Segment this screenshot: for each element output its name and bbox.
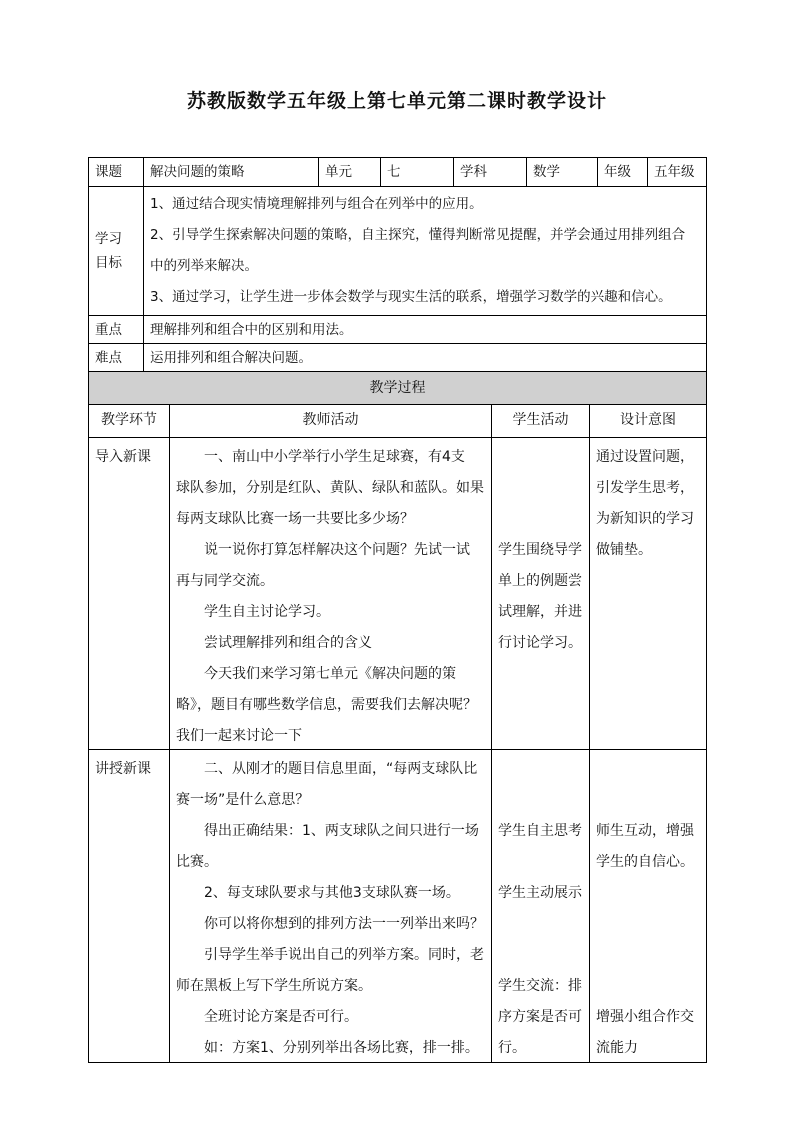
intent-line: 引发学生思考， — [596, 480, 694, 496]
grade-value: 五年级 — [648, 158, 707, 186]
teacher-line: 再与同学交流。 — [176, 573, 274, 589]
intent-line: 流能力 — [596, 1040, 638, 1056]
column-header-intent: 设计意图 — [590, 405, 707, 437]
difficulty-value: 运用排列和组合解决问题。 — [144, 344, 707, 371]
intent-line — [596, 878, 700, 909]
student-line — [498, 442, 583, 473]
intent-line — [596, 909, 700, 940]
teacher-line: 一、南山中小学举行小学生足球赛，有4支 — [204, 449, 465, 465]
process-header: 教学过程 — [89, 372, 707, 404]
intent-line: 师生互动，增强 — [596, 823, 694, 839]
section-row-teaching — [89, 750, 707, 1063]
info-row — [89, 158, 707, 187]
teacher-line: 二、从刚才的题目信息里面，“每两支球队比 — [204, 761, 478, 777]
column-header-teacher: 教师活动 — [170, 405, 492, 437]
intent-line: 为新知识的学习 — [596, 511, 694, 527]
student-line — [498, 473, 583, 504]
student-line: 序方案是否可 — [498, 1009, 582, 1025]
student-line: 单上的例题尝 — [498, 573, 582, 589]
topic-value: 解决问题的策略 — [144, 158, 319, 186]
student-line: 学生交流：排 — [498, 978, 582, 994]
intent-line — [596, 754, 700, 785]
process-header-row — [89, 372, 707, 405]
teacher-line: 你可以将你想到的排列方法一一列举出来吗？ — [204, 916, 484, 932]
teacher-line: 略》，题目有哪些数学信息，需要我们去解决呢？ — [176, 697, 477, 713]
difficulty-row — [89, 344, 707, 372]
key-point-value: 理解排列和组合中的区别和用法。 — [144, 316, 707, 343]
design-intent-cell — [590, 438, 707, 749]
goal-item: 1、通过结合现实情境理解排列与组合在列举中的应用。 — [150, 196, 483, 212]
goal-item: 中的列举来解决。 — [150, 258, 258, 274]
student-line: 行讨论学习。 — [498, 635, 582, 651]
teacher-line: 球队参加，分别是红队、黄队、绿队和蓝队。如果 — [176, 480, 484, 496]
phase-cell — [89, 438, 170, 749]
teacher-line: 全班讨论方案是否可行。 — [204, 1009, 358, 1025]
goals-label: 学习 目标 — [89, 187, 144, 315]
intent-line — [596, 971, 700, 1002]
phase-cell — [89, 750, 170, 1062]
teacher-line: 我们一起来讨论一下 — [176, 728, 302, 744]
subject-value: 数学 — [527, 158, 598, 186]
teacher-line: 尝试理解排列和组合的含义 — [204, 635, 372, 651]
student-line: 学生主动展示 — [498, 885, 582, 901]
student-activity-cell — [492, 438, 590, 749]
student-activity-cell — [492, 750, 590, 1062]
intent-line: 通过设置问题， — [596, 449, 694, 465]
goal-item: 2、引导学生探索解决问题的策略，自主探究，懂得判断常见提醒，并学会通过用排列组合 — [150, 227, 686, 243]
goal-item: 3、通过学习，让学生进一步体会数学与现实生活的联系，增强学习数学的兴趣和信心。 — [150, 289, 672, 305]
teacher-activity-cell — [170, 750, 492, 1062]
teacher-line: 师在黑板上写下学生所说方案。 — [176, 978, 372, 994]
teacher-line: 学生自主讨论学习。 — [204, 604, 330, 620]
teacher-activity-cell — [170, 438, 492, 749]
document-title: 苏教版数学五年级上第七单元第二课时教学设计 — [186, 90, 607, 112]
student-line — [498, 940, 583, 971]
key-point-label: 重点 — [89, 316, 144, 343]
subject-label: 学科 — [454, 158, 527, 186]
teacher-line: 赛一场”是什么意思？ — [176, 792, 310, 808]
unit-label: 单元 — [319, 158, 381, 186]
goals-list — [144, 187, 707, 315]
column-header-student: 学生活动 — [492, 405, 590, 437]
key-point-row — [89, 316, 707, 344]
column-header-row — [89, 405, 707, 438]
student-line: 试理解，并进 — [498, 604, 582, 620]
column-header-phase: 教学环节 — [89, 405, 170, 437]
section-row-intro — [89, 438, 707, 750]
teacher-line: 如：方案1、分别列举出各场比赛，排一排。 — [204, 1040, 479, 1056]
unit-value: 七 — [381, 158, 454, 186]
teacher-line: 今天我们来学习第七单元《解决问题的策 — [204, 666, 456, 682]
student-line: 学生围绕导学 — [498, 542, 582, 558]
design-intent-cell — [590, 750, 707, 1062]
student-line — [498, 909, 583, 940]
intent-line: 学生的自信心。 — [596, 854, 694, 870]
teacher-line: 2、每支球队要求与其他3支球队赛一场。 — [204, 885, 460, 901]
teacher-line: 引导学生举手说出自己的列举方案。同时，老 — [204, 947, 484, 963]
student-line — [498, 504, 583, 535]
student-line: 学生自主思考 — [498, 823, 582, 839]
student-line: 行。 — [498, 1040, 526, 1056]
phase-label: 导入新课 — [95, 449, 151, 465]
topic-label: 课题 — [89, 158, 144, 186]
intent-line — [596, 940, 700, 971]
student-line — [498, 785, 583, 816]
phase-label: 讲授新课 — [95, 761, 151, 777]
goals-row — [89, 187, 707, 316]
difficulty-label: 难点 — [89, 344, 144, 371]
teacher-line: 比赛。 — [176, 854, 218, 870]
teacher-line: 说一说你打算怎样解决这个问题？先试一试 — [204, 542, 470, 558]
intent-line: 增强小组合作交 — [596, 1009, 694, 1025]
teacher-line: 每两支球队比赛一场一共要比多少场？ — [176, 511, 414, 527]
teacher-line: 得出正确结果：1、两支球队之间只进行一场 — [204, 823, 479, 839]
student-line — [498, 754, 583, 785]
lesson-plan-table — [88, 157, 707, 1063]
intent-line: 做铺垫。 — [596, 542, 652, 558]
student-line — [498, 847, 583, 878]
grade-label: 年级 — [598, 158, 648, 186]
intent-line — [596, 785, 700, 816]
